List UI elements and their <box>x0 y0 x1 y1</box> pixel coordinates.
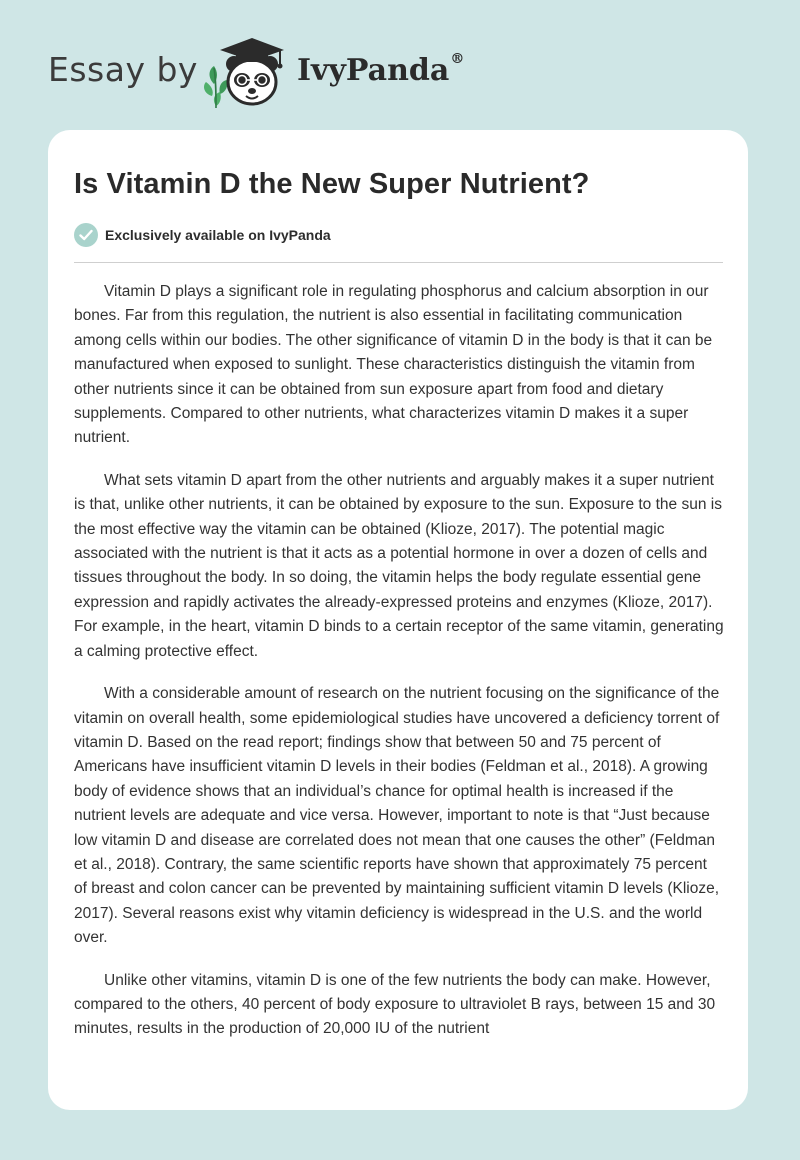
essay-card <box>48 130 748 1110</box>
paragraph-3: With a considerable amount of research on the nutrient focusing on the significance of the vitamin on overall health, some epidemiological studies have uncovered a deficiency torrent of vitamin D. Based on the read report; findings show that between 50 and 75 percent of Americans have insufficient vitamin D levels in their bodies (Feldman et al., 2018). A growing body of evidence shows that an individual’s chance for optimal health is increased if the nutrient levels are adequate and vice versa. However, important to note is that “Just because low vitamin D and disease are correlated does not mean that one causes the other” (Feldman et al., 2018). Contrary, the same scientific reports have shown that approximately 75 percent of breast and colon cancer can be prevented by maintaining sufficient vitamin D levels (Klioze, 2017). Several reasons exist why vitamin deficiency is widespread in the U.S. and the world over. <box>74 685 720 947</box>
brand-text: IvyPanda <box>297 53 450 88</box>
site-header <box>0 0 800 130</box>
essay-title: Is Vitamin D the New Super Nutrient? <box>74 168 590 200</box>
exclusive-badge <box>74 223 331 247</box>
essay-body <box>74 280 724 1060</box>
essay-by-label: Essay by <box>48 50 198 89</box>
ivypanda-brand-name[interactable] <box>297 53 464 88</box>
title-divider <box>74 262 723 263</box>
paragraph-1: Vitamin D plays a significant role in regulating phosphorus and calcium absorption in our bones. Far from this regulation, the nutrient is also essential in facilitating communication among cells within our bodies. The other significance of vitamin D in the body is that it can be manufactured when exposed to sunlight. These characteristics distinguish the vitamin from other nutrients since it can be obtained from sun exposure apart from food and dietary supplements. Compared to other nutrients, what characterizes vitamin D makes it a super nutrient. <box>74 283 713 447</box>
paragraph-4: Unlike other vitamins, vitamin D is one of the few nutrients the body can make. However, compared to the others, 40 percent of body exposure to ultraviolet B rays, between 15 and 30 minutes, results in the production of 20,000 IU of the nutrient <box>74 971 716 1038</box>
exclusive-badge-text: Exclusively available on IvyPanda <box>105 227 331 243</box>
registered-mark: ® <box>450 51 465 67</box>
ivypanda-logo-icon[interactable] <box>200 34 292 110</box>
check-circle-icon <box>74 223 98 247</box>
paragraph-2: What sets vitamin D apart from the other nutrients and arguably makes it a super nutrient is that, unlike other nutrients, it can be obtained by exposure to the sun. Exposure to the sun is the most effective way the vitamin can be obtained (Klioze, 2017). The potential magic associated with the nutrient is that it acts as a potential hormone in over a dozen of cells and tissues throughout the body. In so doing, the vitamin helps the body regulate essential gene expression and rapidly activates the already-expressed proteins and enzymes (Klioze, 2017). For example, in the heart, vitamin D binds to a certain receptor of the same vitamin, generating a calming protective effect. <box>74 471 724 660</box>
